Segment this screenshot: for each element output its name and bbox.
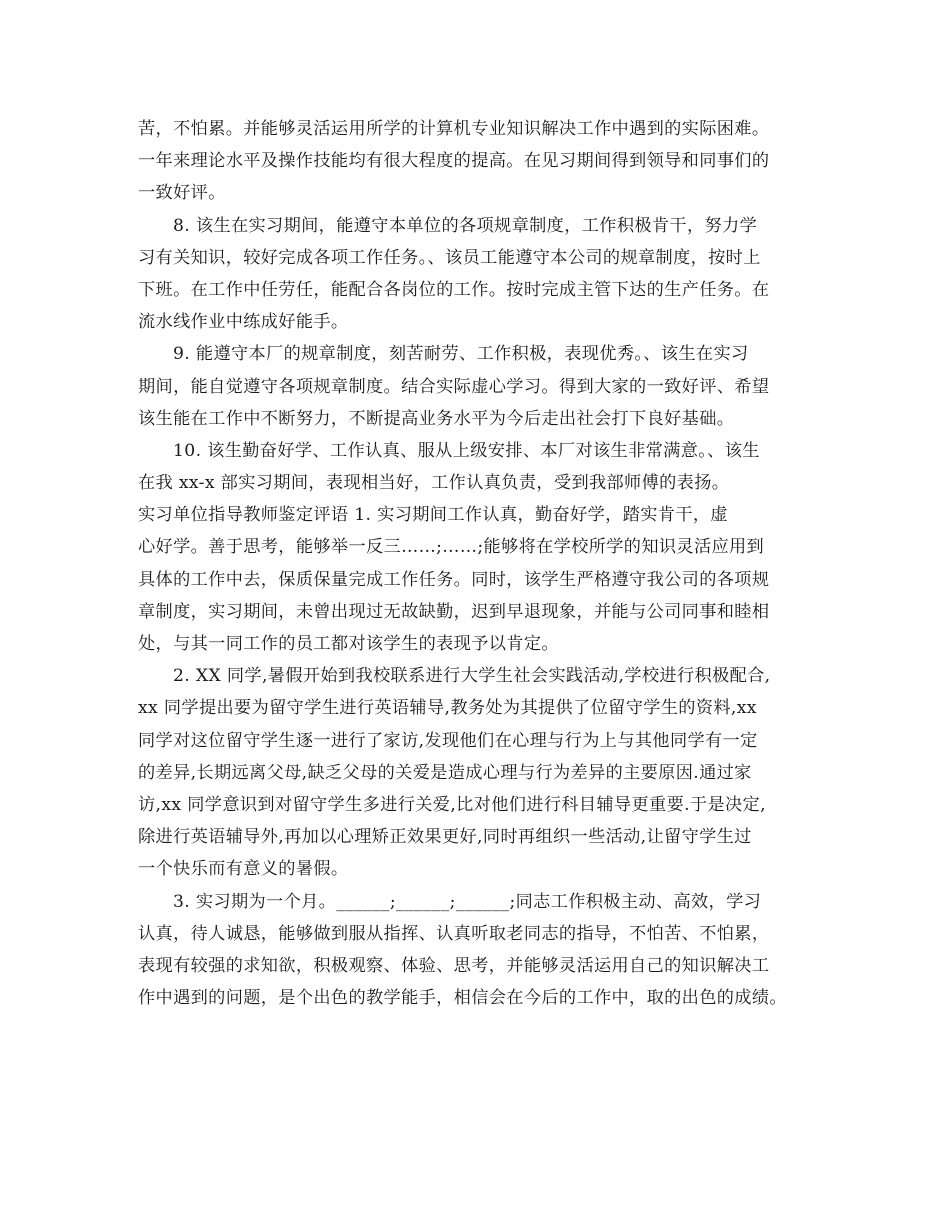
text-line: 表现有较强的求知欲，积极观察、体验、思考，并能够灵活运用自己的知识解决工: [138, 955, 770, 976]
text-line: 在我 xx-x 部实习期间，表现相当好，工作认真负责，受到我部师傅的表扬。: [138, 473, 730, 494]
text-line: 访,xx 同学意识到对留守学生多进行关爱,比对他们进行科目辅导更重要.于是决定,: [138, 794, 766, 815]
text-line: 同学对这位留守学生逐一进行了家访,发现他们在心理与行为上与其他同学有一定: [138, 730, 758, 751]
text-line: 一年来理论水平及操作技能均有很大程度的提高。在见习期间得到领导和同事们的: [138, 151, 770, 172]
text-line: 认真，待人诚恳，能够做到服从指挥、认真听取老同志的指导，不怕苦、不怕累，: [138, 923, 770, 944]
text-line: 一致好评。: [138, 183, 226, 204]
text-line: 3. 实习期为一个月。______;______;______;同志工作积极主动、高效，学习: [173, 891, 762, 912]
text-line: 该生能在工作中不断努力，不断提高业务水平为今后走出社会打下良好基础。: [138, 408, 735, 429]
text-line: 实习单位指导教师鉴定评语 1. 实习期间工作认真，勤奋好学，踏实肯干，虚: [138, 505, 728, 526]
text-line: 2. XX 同学,暑假开始到我校联系进行大学生社会实践活动,学校进行积极配合,: [173, 666, 771, 687]
text-line: 习有关知识，较好完成各项工作任务。、该员工能遵守本公司的规章制度，按时上: [138, 247, 761, 268]
text-line: 期间，能自觉遵守各项规章制度。结合实际虚心学习。得到大家的一致好评、希望: [138, 376, 770, 397]
text-line: 苦，不怕累。并能够灵活运用所学的计算机专业知识解决工作中遇到的实际困难。: [138, 119, 770, 139]
text-line: 8. 该生在实习期间，能遵守本单位的各项规章制度，工作积极肯干，努力学: [173, 215, 758, 236]
document-page: [138, 113, 818, 1014]
text-line: 9. 能遵守本厂的规章制度，刻苦耐劳、工作积极，表现优秀。、该生在实习: [173, 344, 749, 365]
text-line: 一个快乐而有意义的暑假。: [138, 859, 349, 880]
text-line: 章制度，实习期间，未曾出现过无故缺勤，迟到早退现象，并能与公司同事和睦相: [138, 601, 770, 622]
text-line: 作中遇到的问题，是个出色的教学能手，相信会在今后的工作中，取的出色的成绩。: [138, 988, 787, 1009]
text-line: xx 同学提出要为留守学生进行英语辅导,教务处为其提供了位留守学生的资料,xx: [138, 698, 757, 719]
text-line: 除进行英语辅导外,再加以心理矫正效果更好,同时再组织一些活动,让留守学生过: [138, 827, 752, 848]
text-line: 处，与其一同工作的员工都对该学生的表现予以肯定。: [138, 634, 559, 654]
text-line: 下班。在工作中任劳任，能配合各岗位的工作。按时完成主管下达的生产任务。在: [138, 279, 770, 300]
text-line: 流水线作业中练成好能手。: [138, 312, 349, 333]
text-line: 10. 该生勤奋好学、工作认真、服从上级安排、本厂对该生非常满意。、该生: [173, 440, 760, 461]
text-line: 心好学。善于思考，能够举一反三……;……;能够将在学校所学的知识灵活应用到: [138, 537, 765, 558]
text-line: 具体的工作中去，保质保量完成工作任务。同时，该学生严格遵守我公司的各项规: [138, 569, 770, 590]
text-line: 的差异,长期远离父母,缺乏父母的关爱是造成心理与行为差异的主要原因.通过家: [138, 762, 752, 783]
